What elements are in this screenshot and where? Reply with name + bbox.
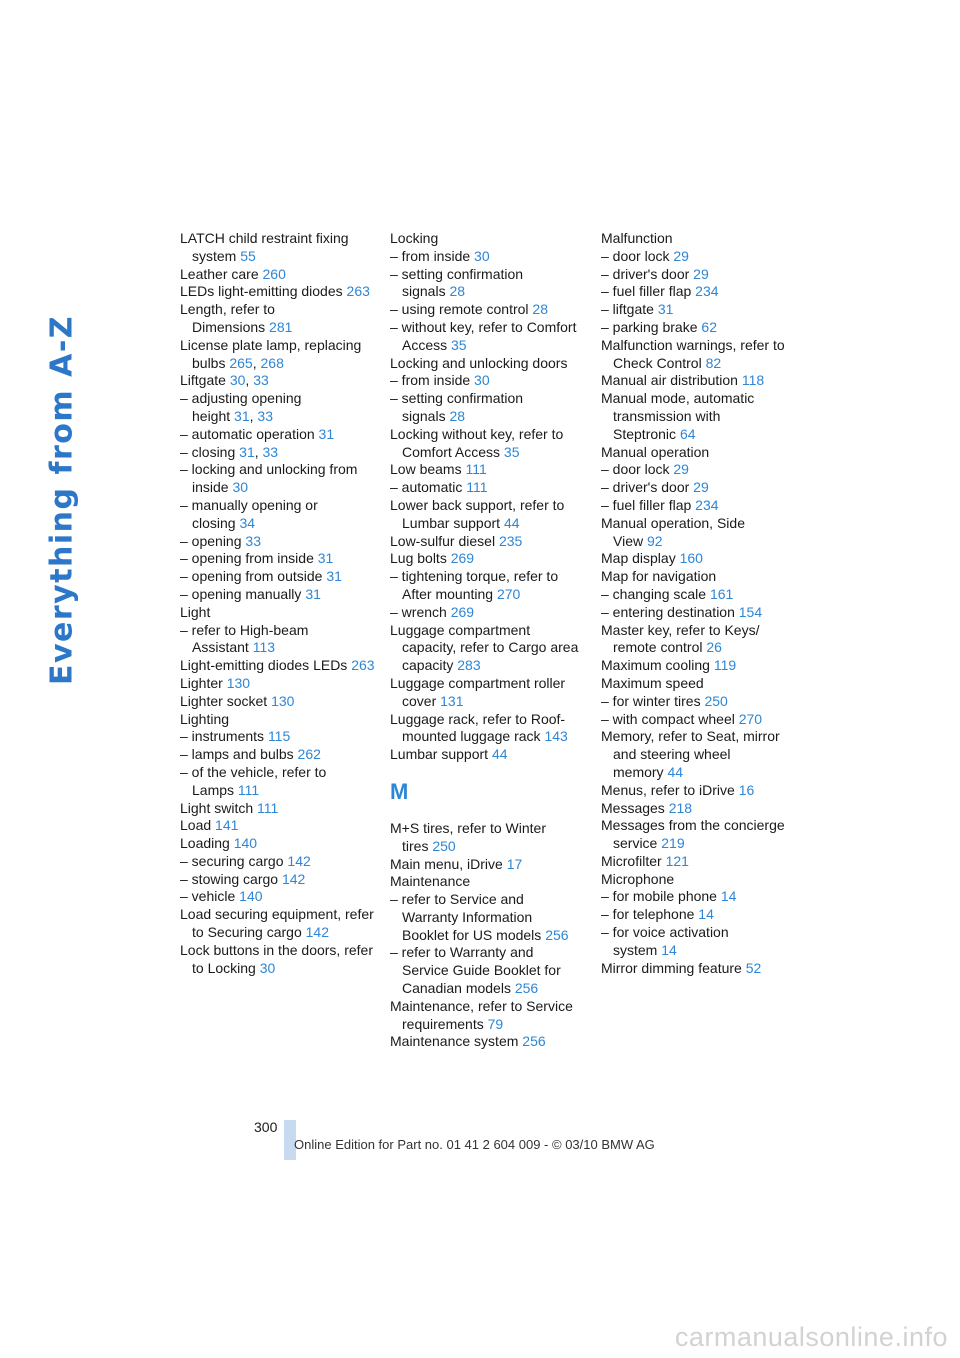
page-ref-link[interactable]: 269 — [450, 603, 475, 620]
index-entry — [601, 301, 796, 319]
index-entry — [601, 550, 796, 568]
page-ref-link[interactable]: 270 — [496, 585, 521, 602]
page-ref-link[interactable]: 142 — [305, 924, 329, 941]
index-entry — [601, 337, 796, 373]
page-ref-link[interactable]: 140 — [239, 888, 263, 905]
page-ref-link[interactable]: 14 — [698, 906, 714, 923]
entry-term: – refer to Warranty and Service Guide Booklet for Canadian models — [390, 944, 561, 997]
index-entry — [180, 266, 375, 284]
index-entry — [180, 283, 375, 301]
index-entry — [601, 782, 796, 800]
page-ref-link[interactable]: 268 — [260, 354, 284, 371]
entry-term: Lighter — [180, 674, 223, 691]
page-ref-link[interactable]: 140 — [233, 835, 258, 852]
index-entry — [601, 248, 796, 266]
index-entry — [601, 960, 796, 978]
page-ref-link[interactable]: 30 — [229, 372, 246, 389]
page-ref-link[interactable]: 35 — [503, 443, 520, 460]
entry-term: – from inside — [390, 247, 471, 264]
index-column-3 — [601, 230, 796, 977]
page-ref-link[interactable]: 281 — [269, 318, 293, 335]
page-ref-link[interactable]: 31 — [318, 425, 335, 442]
page-ref-link[interactable]: 234 — [695, 283, 719, 300]
entry-term: Maximum speed — [601, 674, 704, 691]
entry-term: – entering destination — [601, 603, 735, 620]
index-entry: License plate lamp, replacing bulbs 265, 268 — [180, 336, 362, 371]
entry-term: Luggage compartment capacity, refer to Cargo area capacity — [390, 621, 579, 674]
page-ref-link[interactable]: 44 — [503, 514, 520, 531]
entry-term: Microfilter — [601, 852, 662, 869]
page-ref-link[interactable]: 33 — [245, 532, 261, 549]
index-entry — [390, 998, 582, 1034]
page-ref-link[interactable]: 64 — [679, 425, 696, 442]
index-entry — [390, 461, 582, 479]
page-ref-link[interactable]: 44 — [491, 746, 508, 763]
entry-term: Maintenance system — [390, 1033, 519, 1050]
page-ref-link[interactable]: 29 — [673, 461, 689, 478]
page-ref-link[interactable]: 28 — [449, 407, 466, 424]
entry-term: Map display — [601, 550, 676, 567]
entry-term: – tightening torque, refer to After mounting — [390, 568, 559, 602]
footer-text: Online Edition for Part no. 01 41 2 604 009 - © 03/10 BMW AG — [294, 1137, 655, 1152]
entry-term: Manual mode, automatic transmission with Steptronic — [601, 390, 755, 442]
index-column-2 — [390, 230, 582, 1051]
index-entry — [601, 853, 796, 871]
page-ref-link[interactable]: 118 — [741, 372, 765, 389]
entry-term: Liftgate — [180, 372, 226, 389]
index-entry — [180, 693, 375, 711]
entry-term: Luggage rack, refer to Roof-mounted luggage rack — [390, 710, 566, 745]
entry-term: – opening from inside — [180, 550, 314, 567]
page-ref-link[interactable]: 82 — [705, 354, 722, 371]
index-entry — [601, 657, 796, 675]
index-entry — [180, 942, 375, 978]
entry-term: Messages from the concierge service — [601, 817, 785, 852]
page-ref-link[interactable]: 29 — [693, 265, 709, 282]
index-entry — [601, 372, 796, 390]
index-entry — [601, 800, 796, 818]
index-entry — [390, 372, 582, 390]
entry-term: Load — [180, 817, 212, 834]
entry-term: – of the vehicle, refer to Lamps — [180, 763, 327, 798]
index-entry — [601, 283, 796, 301]
index-entry — [180, 550, 375, 568]
entry-term: Leather care — [180, 265, 259, 282]
page-ref-link[interactable]: 283 — [457, 657, 481, 674]
index-entry — [180, 461, 375, 497]
entry-term: – fuel filler flap — [601, 496, 692, 513]
index-entry: – closing 31, 33 — [180, 443, 279, 460]
index-entry — [180, 230, 375, 266]
entry-term: – opening manually — [180, 585, 302, 602]
page-ref-link[interactable]: 17 — [506, 855, 523, 872]
page-ref-link[interactable]: 121 — [665, 852, 689, 869]
entry-term: Luggage compartment roller cover — [390, 674, 566, 709]
entry-term: Locking without key, refer to Comfort Access — [390, 425, 564, 460]
entry-term: – for winter tires — [601, 692, 701, 709]
index-entry — [601, 675, 796, 693]
page-ref-link[interactable]: 35 — [451, 336, 467, 353]
index-entry — [601, 924, 796, 960]
page-ref-link[interactable]: 131 — [440, 692, 464, 709]
entry-term: – opening — [180, 532, 242, 549]
page-ref-link[interactable]: 16 — [738, 781, 755, 798]
index-entry — [180, 800, 375, 818]
entry-term: – manually opening or closing — [180, 496, 318, 531]
entry-term: – for telephone — [601, 906, 695, 923]
index-entry — [601, 604, 796, 622]
entry-term: – closing — [180, 443, 236, 460]
watermark: carmanualsonline.info — [674, 1322, 948, 1352]
entry-term: Low-sulfur diesel — [390, 532, 496, 549]
entry-term: – vehicle — [180, 888, 236, 905]
index-entry — [390, 479, 582, 497]
entry-term: – setting confirmation signals — [390, 265, 524, 300]
page-ref-link[interactable]: 130 — [226, 674, 251, 691]
index-entry — [601, 586, 796, 604]
entry-term: LATCH child restraint fixing system — [180, 230, 349, 264]
page-ref-link[interactable]: 31 — [239, 443, 255, 460]
entry-term: – locking and unlocking from inside — [180, 461, 358, 496]
entry-term: Load securing equipment, refer to Securing cargo — [180, 906, 374, 941]
entry-term: – refer to Service and Warranty Information Booklet for US models — [390, 891, 542, 943]
page-ref-link[interactable]: 263 — [351, 657, 375, 674]
page-ref-link[interactable]: 52 — [745, 959, 762, 976]
index-entry — [390, 266, 582, 302]
index-entry — [180, 835, 375, 853]
entry-term: Lower back support, refer to Lumbar support — [390, 496, 565, 531]
entry-term: Locking — [390, 230, 439, 246]
section-heading: M — [390, 778, 409, 804]
index-entry — [601, 906, 796, 924]
page-ref-link[interactable]: 30 — [259, 959, 276, 976]
entry-term: Loading — [180, 835, 230, 852]
index-entry — [180, 497, 375, 533]
page-ref-link[interactable]: 31 — [317, 550, 334, 567]
index-entry — [601, 461, 796, 479]
index-entry — [601, 711, 796, 729]
index-entry — [180, 568, 375, 586]
page-ref-link[interactable]: 160 — [679, 550, 703, 567]
entry-term: License plate lamp, replacing bulbs — [180, 336, 362, 371]
page-ref-link[interactable]: 33 — [253, 372, 269, 389]
index-entry — [390, 820, 582, 856]
entry-term: Malfunction — [601, 230, 673, 246]
entry-term: Malfunction warnings, refer to Check Control — [601, 336, 785, 371]
index-entry — [180, 853, 375, 871]
page-ref-link[interactable]: 33 — [257, 407, 273, 424]
page-ref-link[interactable]: 31 — [305, 585, 321, 602]
page-ref-link[interactable]: 55 — [240, 247, 256, 264]
page-ref-link[interactable]: 143 — [544, 728, 568, 745]
page-ref-link[interactable]: 29 — [673, 247, 689, 264]
index-entry — [180, 533, 375, 551]
page-ref-link[interactable]: 92 — [646, 532, 663, 549]
index-entry — [601, 622, 796, 658]
entry-term: Manual operation — [601, 443, 710, 460]
entry-term: Memory, refer to Seat, mirror and steering wheel memory — [601, 728, 780, 780]
index-entry — [180, 888, 375, 906]
entry-term: – lamps and bulbs — [180, 746, 294, 763]
index-entry — [390, 891, 582, 944]
entry-term: – for mobile phone — [601, 888, 717, 905]
index-entry — [601, 444, 796, 462]
index-entry — [390, 622, 582, 675]
entry-term: Map for navigation — [601, 568, 717, 585]
entry-term: – with compact wheel — [601, 710, 735, 727]
index-entry — [390, 944, 582, 997]
page-ref-link[interactable]: 113 — [252, 639, 276, 656]
index-entry — [180, 675, 375, 693]
page-ref-link[interactable]: 26 — [706, 639, 722, 656]
index-entry — [390, 301, 582, 319]
index-entry — [390, 1033, 582, 1051]
entry-term: M+S tires, refer to Winter tires — [390, 819, 546, 854]
index-entry — [180, 871, 375, 889]
page-ref-link[interactable]: 31 — [326, 568, 342, 585]
page-ref-link[interactable]: 34 — [239, 514, 256, 531]
index-entry — [601, 230, 796, 248]
page-ref-link[interactable]: 142 — [281, 870, 306, 887]
entry-term: – automatic operation — [180, 425, 315, 442]
entry-term: Manual air distribution — [601, 372, 738, 389]
index-entry: Liftgate 30, 33 — [180, 372, 269, 389]
page-ref-link[interactable]: 161 — [709, 585, 734, 602]
entry-term: Lighting — [180, 710, 230, 727]
page-ref-link[interactable]: 33 — [262, 443, 279, 460]
page-ref-link[interactable]: 30 — [232, 479, 249, 496]
entry-term: Locking and unlocking doors — [390, 354, 568, 371]
entry-term: Maximum cooling — [601, 657, 710, 674]
index-entry — [601, 497, 796, 515]
index-entry — [390, 390, 582, 426]
index-entry — [390, 248, 582, 266]
index-entry — [390, 856, 582, 874]
page-ref-link[interactable]: 28 — [532, 301, 548, 318]
page-ref-link[interactable]: 250 — [432, 837, 456, 854]
index-entry — [390, 533, 582, 551]
page-ref-link[interactable]: 256 — [545, 926, 569, 943]
page-ref-link[interactable]: 111 — [237, 781, 260, 798]
page-ref-link[interactable]: 62 — [701, 318, 717, 335]
index-entry — [180, 657, 375, 675]
entry-term: – for voice activation system — [601, 924, 729, 958]
entry-term: Messages — [601, 799, 665, 816]
page-ref-link[interactable]: 263 — [346, 283, 370, 300]
page-ref-link[interactable]: 235 — [498, 532, 523, 549]
entry-term: – automatic — [390, 479, 463, 496]
entry-term: – without key, refer to Comfort Access — [390, 318, 577, 353]
entry-term: – setting confirmation signals — [390, 390, 524, 424]
index-entry — [180, 817, 375, 835]
side-title: Everything from A-Z — [44, 314, 80, 686]
page-ref-link[interactable]: 29 — [693, 479, 709, 496]
page-ref-link[interactable]: 141 — [215, 817, 239, 834]
index-entry — [601, 817, 796, 853]
entry-term: – stowing cargo — [180, 870, 279, 887]
page-ref-link[interactable]: 265 — [229, 354, 253, 371]
index-entry — [390, 711, 582, 747]
entry-term: Lumbar support — [390, 746, 489, 763]
entry-term: – changing scale — [601, 585, 707, 602]
entry-term: – wrench — [390, 603, 447, 620]
index-entry — [390, 746, 582, 764]
page-ref-link[interactable]: 111 — [257, 799, 279, 816]
page-ref-link[interactable]: 219 — [661, 835, 685, 852]
page-ref-link[interactable]: 234 — [695, 496, 719, 513]
entry-term: – driver's door — [601, 265, 690, 282]
page-ref-link[interactable]: 154 — [738, 603, 763, 620]
entry-term: – adjusting opening height — [180, 390, 302, 424]
page-ref-link[interactable]: 270 — [738, 710, 763, 727]
index-entry — [601, 390, 796, 443]
page-ref-link[interactable]: 31 — [234, 407, 250, 424]
entry-term: Lock buttons in the doors, refer to Locking — [180, 941, 373, 976]
page-ref-link[interactable]: 28 — [449, 283, 466, 300]
page-ref-link[interactable]: 119 — [713, 657, 737, 674]
index-entry — [180, 711, 375, 729]
index-entry — [601, 888, 796, 906]
index-entry — [390, 355, 582, 373]
entry-term: LEDs light-emitting diodes — [180, 283, 343, 300]
page-ref-link[interactable]: 31 — [657, 301, 674, 318]
entry-term: – parking brake — [601, 318, 698, 335]
entry-term: Maintenance — [390, 873, 471, 890]
entry-term: Manual operation, Side View — [601, 514, 745, 549]
entry-term: Light-emitting diodes LEDs — [180, 657, 348, 674]
index-entry — [180, 728, 375, 746]
entry-term: Main menu, iDrive — [390, 855, 503, 872]
entry-term: – from inside — [390, 372, 471, 389]
entry-term: Menus, refer to iDrive — [601, 781, 735, 798]
index-entry — [180, 301, 375, 337]
index-entry — [601, 871, 796, 889]
entry-term: – door lock — [601, 461, 670, 478]
entry-term: Light — [180, 603, 211, 620]
entry-term: Master key, refer to Keys/ remote control — [601, 621, 760, 656]
entry-term: Low beams — [390, 461, 462, 478]
page-ref-link[interactable]: 79 — [487, 1015, 504, 1032]
index-entry — [601, 319, 796, 337]
index-column-1 — [180, 230, 375, 977]
page-ref-link[interactable]: 111 — [466, 479, 488, 496]
entry-term: – using remote control — [390, 301, 529, 318]
page-ref-link[interactable]: 14 — [661, 941, 677, 958]
index-entry — [601, 266, 796, 284]
entry-term: – securing cargo — [180, 852, 284, 869]
entry-term: – refer to High-beam Assistant — [180, 621, 309, 656]
page-ref-link[interactable]: 250 — [704, 692, 728, 709]
index-entry — [601, 479, 796, 497]
index-entry — [601, 568, 796, 586]
page-ref-link[interactable]: 142 — [287, 852, 311, 869]
page-number: 300 — [254, 1119, 278, 1135]
entry-term: Lighter socket — [180, 692, 268, 709]
page-ref-link[interactable]: 111 — [465, 461, 487, 478]
page-ref-link[interactable]: 262 — [297, 746, 321, 763]
page-ref-link[interactable]: 30 — [474, 372, 490, 389]
entry-term: Maintenance, refer to Service requirements — [390, 997, 573, 1032]
page-ref-link[interactable]: 269 — [450, 550, 475, 567]
index-entry — [390, 675, 582, 711]
index-entry — [390, 497, 582, 533]
entry-term: Light switch — [180, 799, 254, 816]
index-entry — [390, 426, 582, 462]
index-entry — [601, 728, 796, 781]
entry-term: – liftgate — [601, 301, 654, 318]
entry-term: Microphone — [601, 870, 675, 887]
page-ref-link[interactable]: 44 — [667, 763, 684, 780]
page-ref-link[interactable]: 256 — [522, 1033, 546, 1050]
page-ref-link[interactable]: 218 — [668, 799, 693, 816]
entry-term: Mirror dimming feature — [601, 959, 742, 976]
page-ref-link[interactable]: 256 — [514, 980, 539, 997]
index-entry — [180, 764, 375, 800]
entry-term: Lug bolts — [390, 550, 447, 567]
entry-term: – driver's door — [601, 479, 690, 496]
entry-term: Length, refer to Dimensions — [180, 301, 275, 335]
entry-term: – fuel filler flap — [601, 283, 692, 300]
index-entry — [390, 319, 582, 355]
index-entry — [180, 746, 375, 764]
index-entry — [180, 426, 375, 444]
page-ref-link[interactable]: 115 — [267, 728, 291, 745]
index-entry — [180, 622, 375, 658]
page-ref-link[interactable]: 30 — [474, 247, 490, 264]
index-entry — [390, 604, 582, 622]
entry-term: – door lock — [601, 247, 670, 264]
index-entry — [390, 568, 582, 604]
entry-term: – instruments — [180, 728, 265, 745]
index-entry — [601, 693, 796, 711]
index-entry — [390, 873, 582, 891]
page-ref-link[interactable]: 14 — [720, 888, 737, 905]
index-entry — [180, 586, 375, 604]
index-entry — [601, 515, 796, 551]
index-entry — [180, 906, 375, 942]
entry-term: – opening from outside — [180, 568, 323, 585]
index-entry — [180, 604, 375, 622]
page-ref-link[interactable]: 260 — [262, 265, 286, 282]
index-entry: – adjusting opening height 31, 33 — [180, 390, 302, 424]
page-ref-link[interactable]: 130 — [271, 692, 295, 709]
index-entry — [390, 550, 582, 568]
index-entry — [390, 230, 582, 248]
